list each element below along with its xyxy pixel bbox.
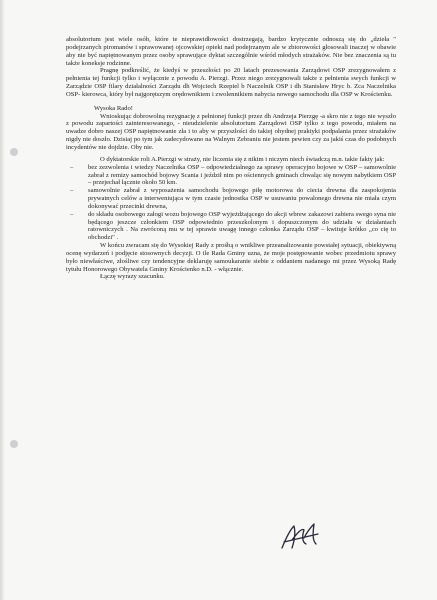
letter-body xyxy=(66,36,396,281)
punch-hole-bottom xyxy=(10,440,18,448)
facts-list xyxy=(66,164,396,242)
paragraph-reasons: Pragnę podkreślić, że kiedyś w przeszłości po 20 latach prezesowania Zarządowi OSP zrezygnowałem z pełnienia tej funkcji tylko i wyłącznie z powodu A. Pierzgi. Przez niego zrezygnowali także z pełnienia swych funkcji w Zarządzie OSP filary działalności Zarządu dh Wojciech Rzepiel b Naczelnik OSP i dh Stanisław Hryc b. Zca Naczelnika OSP- kierowca, który był najgorętszym orędownikiem i zwolennikiem nabycia nowego samochodu dla OSP w Krościenku. xyxy=(66,67,396,98)
handwritten-signature xyxy=(276,520,326,554)
list-item: – samowolnie zabrał z wyposażenia samochodu bojowego piłę motorowa do ciecia drewna dla zaspokojenia prywatnych celów a interweniująca w tym czasie jednostka OSP w usuwaniu powalonego drewna nie miała czym dokonywać przecinki drewna, xyxy=(88,187,396,211)
salutation: Wysoka Rado! xyxy=(94,104,133,112)
paragraph-request: W końcu zwracam się do Wysokiej Rady z prośbą o wnikliwe przeanalizowanie powstałej sytuacji, obiektywną ocenę wydarzeń i podjęcie stosownych decyzji. O ile Rada Gminy uzna, że moje postępowanie wobec przedmiotu sprawy było niewłaściwe, złośliwe czy tendencyjne deklaruję samoukaranie siebie z oddaniem nadanego mi przez Wysoką Radę tytułu Honorowego Obywatela Gminy Krościenko n.D. - włącznie. xyxy=(66,242,396,273)
closing: Łączę wyrazy szacunku. xyxy=(100,273,165,281)
paragraph-resignation: Wnioskując dobrowolną rezygnację z pełnionej funkcji przez dh Andrzeja Pierzgę -a skro nie z tego nie wyszło z powodu zapartości zainteresowanego, - nieudzielenie absolutorium Zarządowi OSP tylko z tego powodu, miałem na uwadze dobro naszej OSP napiętnowanie zła i to aby w przyszłości do takiej ohydnej praktyki podpalania przez strażaków nigdy nie doszło. Dzisiaj po tym jak zadecydowano na Walnym Zebraniu nie jestem pewien czy za jakiś czas do podobnych incydentów nie dojdzie. Oby nie. xyxy=(66,112,396,151)
paragraph-role: O dyktatorskie roli A.Pierzgi w straży, nie liczenia się z nikim i niczym niech świadczą m.n. takie fakty jak: xyxy=(100,155,385,163)
paragraph-intro: absolutorium jest wiele osób, które te nieprawidłowości dostrzegają, bardzo krytycznie odnoszą się do „dzieła " podejrzanych piromanów i sprawowanej ojcowskiej opieki nad podejrzanym ale w zbiorowości głosowali inaczej w obawie aby nie być napiętnowanym przez osoby sprawujące dyktat szczególnie wśród młodych strażaków. Nie bez znaczenia są tu także koneksje rodzinne. xyxy=(66,36,396,67)
list-item: – do składu osobowego załogi wozu bojowego OSP wyjeżdżającego do akcji wbrew zakazowi zabiera swego syna nie będącego jeszcze członkiem OSP odpowiednio przeszkolonym i dopuszczonym do udziału w działaniach ratowniczych . Na zwróconą mu w tej sprawie uwagę innego członka Zarządu OSP – kwituje krótko „co cię to obchodzi" . xyxy=(88,211,396,242)
punch-hole-top xyxy=(10,148,18,156)
scan-edge-shadow xyxy=(0,0,5,600)
list-item: – bez zezwolenia i wiedzy Naczelnika OSP – odpowiedzialnego za sprawy operacyjno bojowe w OSP – samowolnie zabrał z remizy samochód bojowy Scania i jeździł nim po ościennych gminach chwaląc się nowym nabytkiem OSP – przejechał łącznie około 50 km. xyxy=(88,164,396,188)
